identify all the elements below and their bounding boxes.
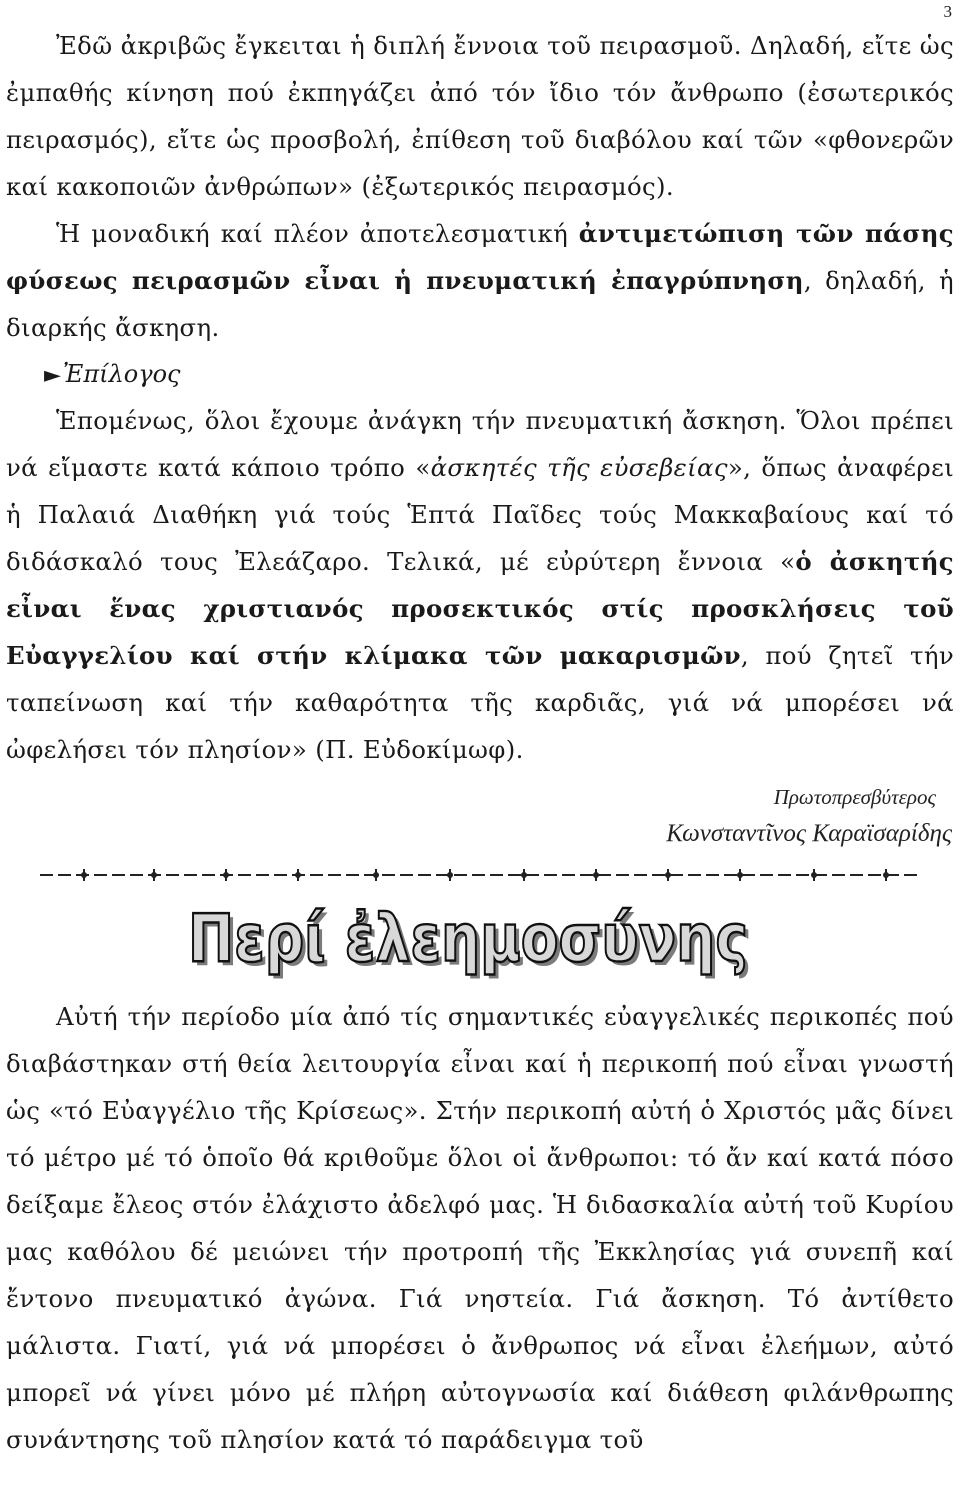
epilogue-heading-label: Ἐπίλογος: [62, 360, 181, 388]
epilogue-text-mid: », ὅπως ἀναφέρει ἡ Παλαιά Διαθήκη γιά τούς Ἑπτά Παῖδες τούς Μακκαβαίους καί τό διδάσκαλό τους Ἐλεάζαρο. Τελικά, μέ εὐρύτερη ἔννοια «: [6, 453, 955, 576]
section-divider: [6, 859, 954, 893]
signature-block: [6, 779, 954, 853]
epilogue-text-start: Ἑπομένως, ὅλοι ἔχουμε ἀνάγκη τήν πνευματική ἄσκηση. Ὅλοι πρέπει νά εἴμαστε κατά κάποιο τρόπο «: [6, 406, 954, 482]
section-title-graphic: [186, 901, 766, 987]
arrow-right-icon: ►: [44, 363, 61, 388]
epilogue-quote-bold: ὁ ἀσκητής εἶναι ἕνας χριστιανός προσεκτικός στίς προσκλήσεις τοῦ Εὐαγγελίου καί στήν κλίμακα τῶν μακαρισμῶν: [6, 547, 954, 670]
epilogue-heading: [6, 351, 954, 397]
countermeasure-paragraph: [6, 210, 954, 351]
page-number: 3: [943, 2, 952, 21]
article-body: [6, 22, 954, 1463]
epilogue-paragraph: [6, 397, 954, 773]
intro-paragraph: Ἐδῶ ἀκριβῶς ἔγκειται ἡ διπλή ἔννοια τοῦ πειρασμοῦ. Δηλαδή, εἴτε ὡς ἐμπαθής κίνηση πού ἐκπηγάζει ἀπό τόν ἴδιο τόν ἄνθρωπο (ἐσωτερικός πειρασμός), εἴτε ὡς προσβολή, ἐπίθεση τοῦ διαβόλου καί τῶν «φθονερῶν καί κακοποιῶν ἀνθρώπων» (ἐξωτερικός πειρασμός).: [6, 31, 954, 201]
section-title-text: Περί ἐλεημοσύνης: [188, 901, 748, 977]
signature-name: Κωνσταντῖνος Καραϊσαρίδης: [666, 820, 952, 847]
section-title-shadow: Περί ἐλεημοσύνης: [192, 904, 752, 981]
epilogue-text-end: , πού ζητεῖ τήν ταπείνωση καί τήν καθαρότητα τῆς καρδιᾶς, γιά νά μπορέσει νά ὠφελήσει τόν πλησίον» (Π. Εὐδοκίμωφ).: [6, 641, 954, 764]
signature-rank: Πρωτοπρεσβύτερος: [773, 785, 936, 809]
epilogue-quote-italic: ἀσκητές τῆς εὐσεβείας: [430, 453, 728, 482]
countermeasure-emphasis: ἀντιμετώπιση τῶν πάσης φύσεως πειρασμῶν εἶναι ἡ πνευματική ἐπαγρύπνηση: [6, 219, 954, 295]
countermeasure-text-start: Ἡ μοναδική καί πλέον ἀποτελεσματική: [56, 219, 579, 248]
almsgiving-paragraph: Αὐτή τήν περίοδο μία ἀπό τίς σημαντικές εὐαγγελικές περικοπές πού διαβάστηκαν στή θεία λειτουργία εἶναι καί ἡ περικοπή πού εἶναι γνωστή ὡς «τό Εὐαγγέλιο τῆς Κρίσεως». Στήν περικοπή αὐτή ὁ Χριστός μᾶς δίνει τό μέτρο μέ τό ὁποῖο θά κριθοῦμε ὅλοι οἱ ἄνθρωποι: τό ἄν καί κατά πόσο δείξαμε ἔλεος στόν ἐλάχιστο ἀδελφό μας. Ἡ διδασκαλία αὐτή τοῦ Κυρίου μας καθόλου δέ μειώνει τήν προτροπή τῆς Ἐκκλησίας γιά συνεπῆ καί ἔντονο πνευματικό ἀγώνα. Γιά νηστεία. Γιά ἄσκηση. Τό ἀντίθετο μάλιστα. Γιατί, γιά νά μπορέσει ὁ ἄνθρωπος νά εἶναι ἐλεήμων, αὐτό μπορεῖ νά γίνει μόνο μέ πλήρη αὐτογνωσία καί διάθεση φιλάνθρωπης συνάντησης τοῦ πλησίον κατά τό παράδειγμα τοῦ: [6, 1002, 954, 1454]
section-title: [6, 893, 954, 993]
countermeasure-text-end: , δηλαδή, ἡ διαρκής ἄσκηση.: [6, 266, 954, 342]
dashed-divider-line: [40, 867, 920, 883]
